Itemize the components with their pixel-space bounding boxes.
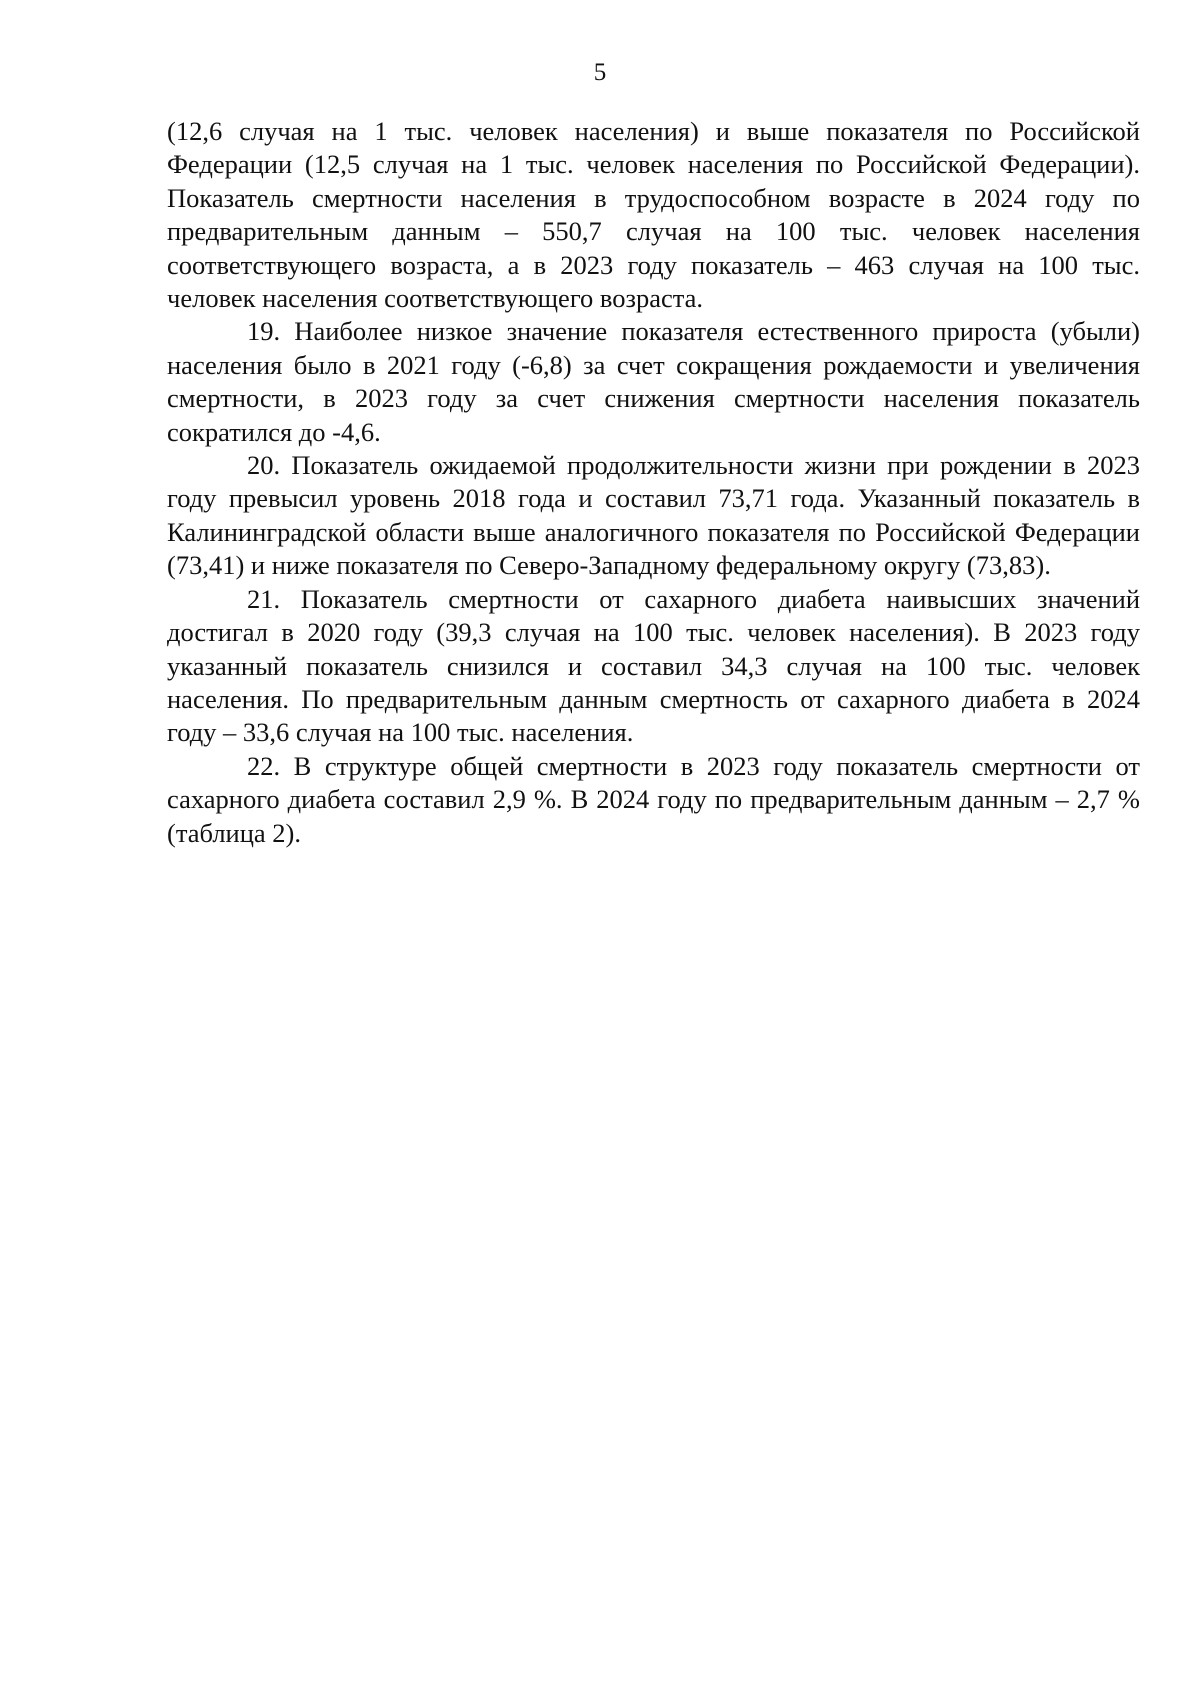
paragraph-21: 21. Показатель смертности от сахарного диабета наивысших значений достигал в 2020 году (39,3 случая на 100 тыс. человек населения). В 2023 году указанный показатель снизился и составил 34,3 случая на 100 тыс. человек населения. По предварительным данным смертность от сахарного диабета в 2024 году – 33,6 случая на 100 тыс. населения. [167,583,1140,748]
document-body [167,115,1140,850]
paragraph-20: 20. Показатель ожидаемой продолжительности жизни при рождении в 2023 году превысил уровень 2018 года и составил 73,71 года. Указанный показатель в Калининградской области выше аналогичного показателя по Российской Федерации (73,41) и ниже показателя по Северо-Западному федеральному округу (73,83). [167,450,1140,581]
paragraph-22: 22. В структуре общей смертности в 2023 году показатель смертности от сахарного диабета составил 2,9 %. В 2024 году по предварительным данным – 2,7 % (таблица 2). [167,750,1140,848]
paragraph-continuation: (12,6 случая на 1 тыс. человек населения) и выше показателя по Российской Федерации (12,5 случая на 1 тыс. человек населения по Российской Федерации). Показатель смертности населения в трудоспособном возрасте в 2024 году по предварительным данным – 550,7 случая на 100 тыс. человек населения соответствующего возраста, а в 2023 году показатель – 463 случая на 100 тыс. человек населения соответствующего возраста. [167,116,1140,314]
paragraph-19: 19. Наиболее низкое значение показателя естественного прироста (убыли) населения было в 2021 году (-6,8) за счет сокращения рождаемости и увеличения смертности, в 2023 году за счет снижения смертности населения показатель сократился до -4,6. [167,316,1140,447]
page-number: 5 [593,59,607,86]
